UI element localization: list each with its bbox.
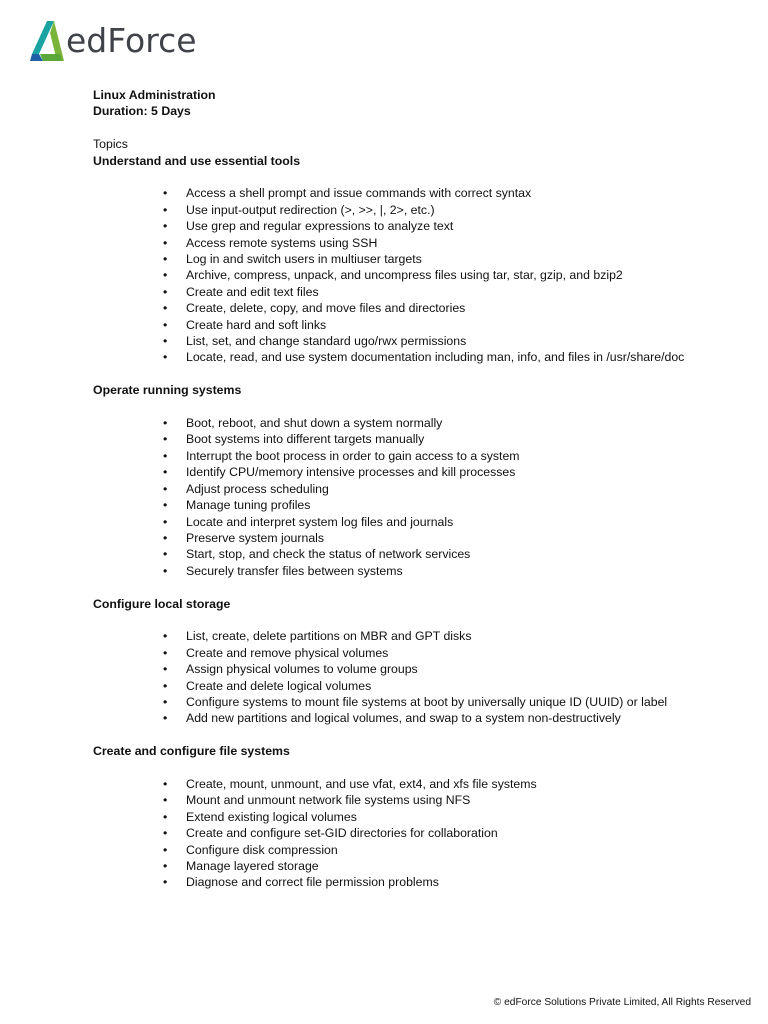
list-item: • Boot systems into different targets manually xyxy=(186,431,733,447)
list-item: • Adjust process scheduling xyxy=(186,481,733,497)
copyright-footer: © edForce Solutions Private Limited, All Rights Reserved xyxy=(493,997,751,1008)
course-title: Linux Administration xyxy=(93,88,216,102)
topic-list xyxy=(93,415,733,579)
section-heading: Configure local storage xyxy=(93,596,231,611)
logo-wordmark: edForce xyxy=(66,21,197,60)
list-item: • Identify CPU/memory intensive processes and kill processes xyxy=(186,464,733,480)
list-item: • Access remote systems using SSH xyxy=(186,235,733,251)
list-item: • Configure systems to mount file systems at boot by universally unique ID (UUID) or label xyxy=(186,694,733,710)
list-item: • Add new partitions and logical volumes, and swap to a system non-destructively xyxy=(186,710,733,726)
list-item: • Preserve system journals xyxy=(186,530,733,546)
section-heading: Operate running systems xyxy=(93,383,242,398)
list-item: • Mount and unmount network file systems using NFS xyxy=(186,792,733,808)
list-item: • Access a shell prompt and issue commands with correct syntax xyxy=(186,185,733,201)
list-item: • Manage tuning profiles xyxy=(186,497,733,513)
list-item: • Create, mount, unmount, and use vfat, ext4, and xfs file systems xyxy=(186,776,733,792)
list-item: • Securely transfer files between systems xyxy=(186,563,733,579)
list-item: • Extend existing logical volumes xyxy=(186,809,733,825)
section-heading: Create and configure file systems xyxy=(93,744,290,759)
list-item: • Configure disk compression xyxy=(186,842,733,858)
edforce-logo xyxy=(30,20,197,62)
list-item: • Create and configure set-GID directories for collaboration xyxy=(186,825,733,841)
list-item: • Locate, read, and use system documentation including man, info, and files in /usr/share/doc xyxy=(186,349,733,365)
list-item: • Create hard and soft links xyxy=(186,317,733,333)
list-item: • Boot, reboot, and shut down a system normally xyxy=(186,415,733,431)
topic-list xyxy=(93,628,733,726)
list-item: • Create, delete, copy, and move files and directories xyxy=(186,300,733,316)
list-item: • Diagnose and correct file permission problems xyxy=(186,874,733,890)
list-item: • Use grep and regular expressions to analyze text xyxy=(186,218,733,234)
list-item: • Create and delete logical volumes xyxy=(186,678,733,694)
list-item: • Create and remove physical volumes xyxy=(186,645,733,661)
list-item: • Assign physical volumes to volume groups xyxy=(186,661,733,677)
list-item: • Use input-output redirection (>, >>, |, 2>, etc.) xyxy=(186,202,733,218)
course-duration: Duration: 5 Days xyxy=(93,104,191,119)
topics-label: Topics xyxy=(93,137,128,152)
section-heading: Understand and use essential tools xyxy=(93,153,301,168)
list-item: • List, create, delete partitions on MBR and GPT disks xyxy=(186,628,733,644)
list-item: • Manage layered storage xyxy=(186,858,733,874)
list-item: • List, set, and change standard ugo/rwx permissions xyxy=(186,333,733,349)
list-item: • Start, stop, and check the status of network services xyxy=(186,546,733,562)
course-outline xyxy=(93,87,733,891)
topic-list xyxy=(93,776,733,891)
list-item: • Create and edit text files xyxy=(186,284,733,300)
list-item: • Archive, compress, unpack, and uncompress files using tar, star, gzip, and bzip2 xyxy=(186,267,733,283)
list-item: • Log in and switch users in multiuser targets xyxy=(186,251,733,267)
list-item: • Interrupt the boot process in order to gain access to a system xyxy=(186,448,733,464)
list-item: • Locate and interpret system log files and journals xyxy=(186,514,733,530)
edforce-logo-icon xyxy=(30,21,64,61)
topic-list xyxy=(93,185,733,365)
